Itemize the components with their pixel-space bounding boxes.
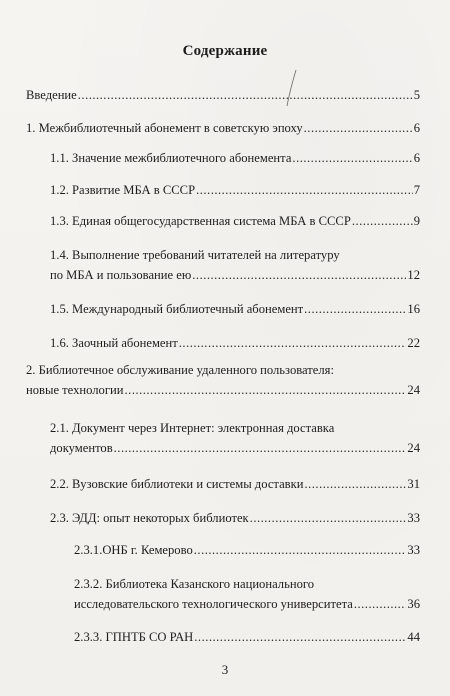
toc-entry[interactable] [74,540,420,560]
toc-entry[interactable] [26,360,420,400]
leader-dots [194,540,407,560]
leader-dots [125,380,407,400]
leader-dots [192,265,406,285]
toc-entry-title-cont: исследовательского технологического университета [74,597,353,611]
toc-entry[interactable] [74,627,420,647]
leader-dots [78,85,413,105]
toc-entry[interactable] [50,474,420,494]
leader-dots [194,627,406,647]
toc-entry-title: 1.1. Значение межбиблиотечного абонемента [50,151,292,165]
toc-entry-title-cont: новые технологии [26,383,124,397]
toc-entry-title: 2.2. Вузовские библиотеки и системы доставки [50,477,304,491]
toc-entry[interactable] [74,574,420,614]
toc-entry[interactable] [50,299,420,319]
toc-entry-title: 2.3.2. Библиотека Казанского национального [74,577,315,591]
toc-entry-page: 31 [407,477,420,491]
toc-entry-title: 1.2. Развитие МБА в СССР [50,183,196,197]
toc-entry[interactable] [50,180,420,200]
toc-entry-page: 6 [413,121,420,135]
toc-entry[interactable] [50,148,420,168]
leader-dots [304,118,413,138]
leader-dots [292,148,412,168]
leader-dots [196,180,413,200]
page-number: 3 [221,662,229,677]
toc-entry[interactable] [50,333,420,353]
toc-entry-page: 33 [407,511,420,525]
toc-entry-title: 1.6. Заочный абонемент [50,336,178,350]
toc-entry-title: 2.3.1.ОНБ г. Кемерово [74,543,193,557]
toc-entry-title: 2.3.3. ГПНТБ СО РАН [74,630,194,644]
toc-entry-page: 6 [413,151,420,165]
toc-entry-title-cont: по МБА и пользование ею [50,268,192,282]
toc-entry[interactable] [50,245,420,285]
toc-entry-page: 5 [413,88,420,102]
leader-dots [304,299,406,319]
toc-entry[interactable] [50,508,420,528]
toc-entry-title: 1.5. Международный библиотечный абонемент [50,302,304,316]
toc-entry-title: 2. Библиотечное обслуживание удаленного пользователя: [26,363,334,377]
leader-dots [354,594,407,614]
toc-entry-title: 1. Межбиблиотечный абонемент в советскую эпоху [26,121,303,135]
toc-entry-page: 24 [407,383,420,397]
toc-entry-page: 9 [413,214,420,228]
toc-entry-title: 2.1. Документ через Интернет: электронная доставка [50,421,335,435]
toc-entry-title: 1.4. Выполнение требований читателей на литературу [50,248,340,262]
leader-dots [250,508,407,528]
toc-entry-title-cont: документов [50,441,113,455]
toc-entry-page: 7 [413,183,420,197]
leader-dots [352,211,413,231]
toc-entry[interactable] [26,85,420,105]
toc-entry-title: 1.3. Единая общегосударственная система МБА в СССР [50,214,351,228]
leader-dots [179,333,407,353]
toc-entry-title: Введение [26,88,77,102]
leader-dots [114,438,407,458]
page-title: Содержание [182,43,268,59]
toc-entry-page: 44 [407,630,420,644]
toc-entry-page: 16 [407,302,420,316]
toc-entry-title: 2.3. ЭДД: опыт некоторых библиотек [50,511,249,525]
toc-entry-page: 24 [407,441,420,455]
toc-entry-page: 12 [407,268,420,282]
toc-entry[interactable] [50,418,420,458]
toc-entry-page: 22 [407,336,420,350]
leader-dots [304,474,406,494]
toc-entry-page: 33 [407,543,420,557]
toc-entry[interactable] [26,118,420,138]
toc-entry-page: 36 [407,597,420,611]
toc-entry[interactable] [50,211,420,231]
